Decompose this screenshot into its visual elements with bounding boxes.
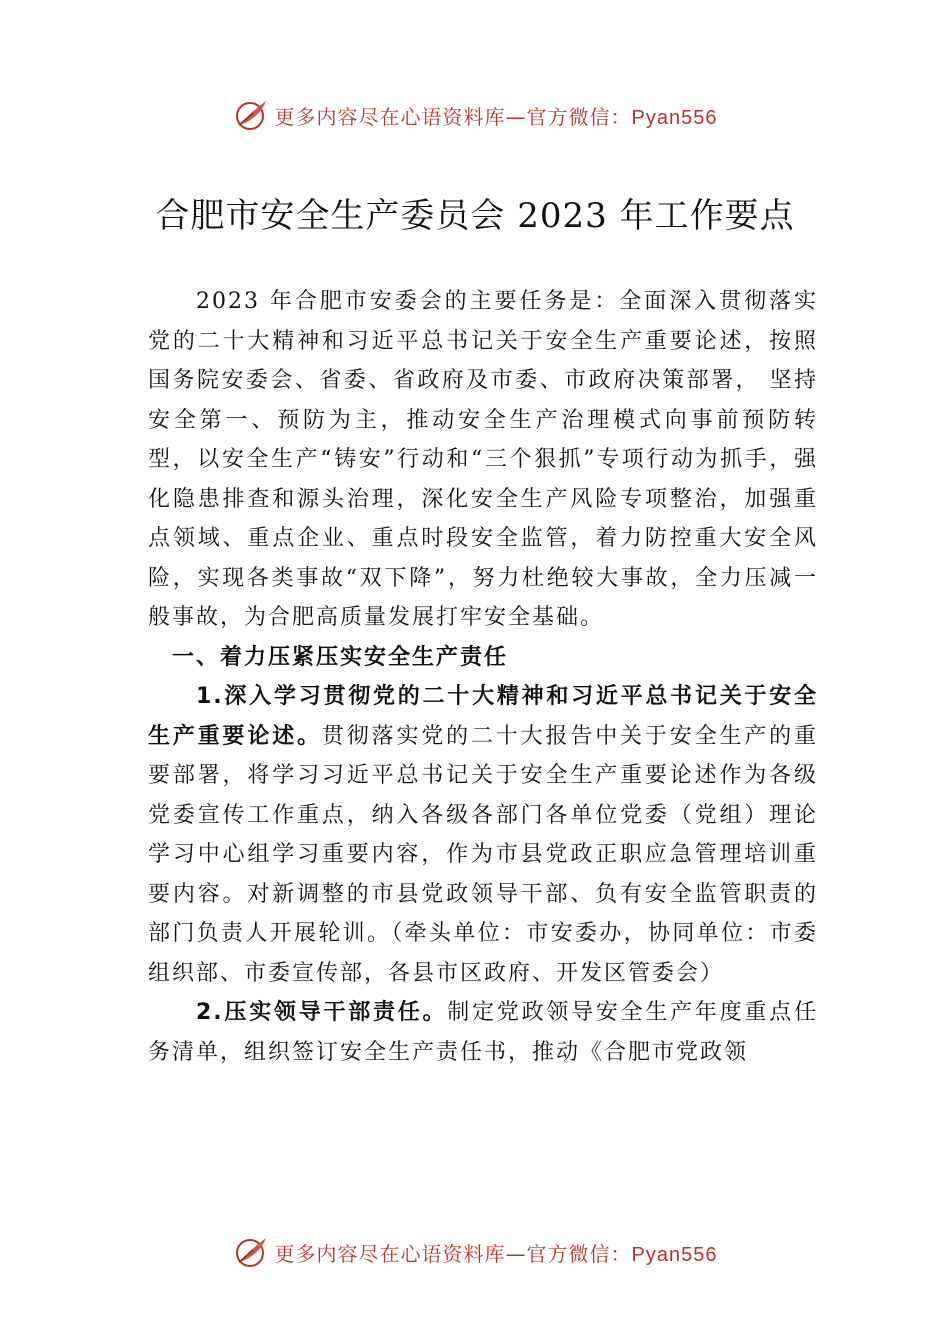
watermark-top bbox=[0, 95, 950, 135]
feather-pen-logo-icon bbox=[233, 1234, 269, 1270]
feather-pen-logo-icon bbox=[233, 97, 269, 133]
watermark-text: 更多内容尽在心语资料库—官方微信：Pyan556 bbox=[274, 104, 718, 129]
item-1-lead: 1.深入学习贯彻党的二十大精神和习近平总书记关于安全生产重要论述。 bbox=[148, 684, 818, 749]
watermark-bottom bbox=[0, 1232, 950, 1272]
section-heading: 一、着力压紧压实安全生产责任 bbox=[172, 644, 509, 670]
item-1-body: 贯彻落实党的二十大报告中关于安全生产的重要部署，将学习习近平总书记关于安全生产重要论述作为各级党委宣传工作重点，纳入各级各部门各单位党委（党组）理论学习中心组学习重要内容，作为市县党政正职应急管理培训重要内容。对新调整的市县党政领导干部、负有安全监管职责的部门负责人开展轮训。（牵头单位：市安委办，协同单位：市委组织部、市委宣传部，各县市区政府、开发区管委会） bbox=[148, 723, 818, 986]
item-1-paragraph bbox=[148, 677, 818, 993]
item-2-lead: 2.压实领导干部责任。 bbox=[196, 1000, 448, 1025]
document-title: 合肥市安全生产委员会 2023 年工作要点 bbox=[155, 196, 795, 236]
document-body bbox=[148, 282, 818, 1072]
item-2-paragraph bbox=[148, 993, 818, 1072]
watermark-text: 更多内容尽在心语资料库—官方微信：Pyan556 bbox=[274, 1241, 718, 1266]
intro-paragraph: 2023 年合肥市安委会的主要任务是：全面深入贯彻落实党的二十大精神和习近平总书记关于安全生产重要论述，按照国务院安委会、省委、省政府及市委、市政府决策部署， 坚持安全第一、预防为主，推动安全生产治理模式向事前预防转型，以安全生产“铸安”行动和“三个狠抓”专项行动为抓手，强化隐患排查和源头治理，深化安全生产风险专项整治，加强重点领域、重点企业、重点时段安全监管，着力防控重大安全风险，实现各类事故“双下降”，努力杜绝较大事故，全力压减一般事故，为合肥高质量发展打牢安全基础。 bbox=[148, 289, 818, 630]
item-2-body: 制定党政领导安全生产年度重点任务清单，组织签订安全生产责任书，推动《合肥市党政领 bbox=[148, 1000, 818, 1065]
